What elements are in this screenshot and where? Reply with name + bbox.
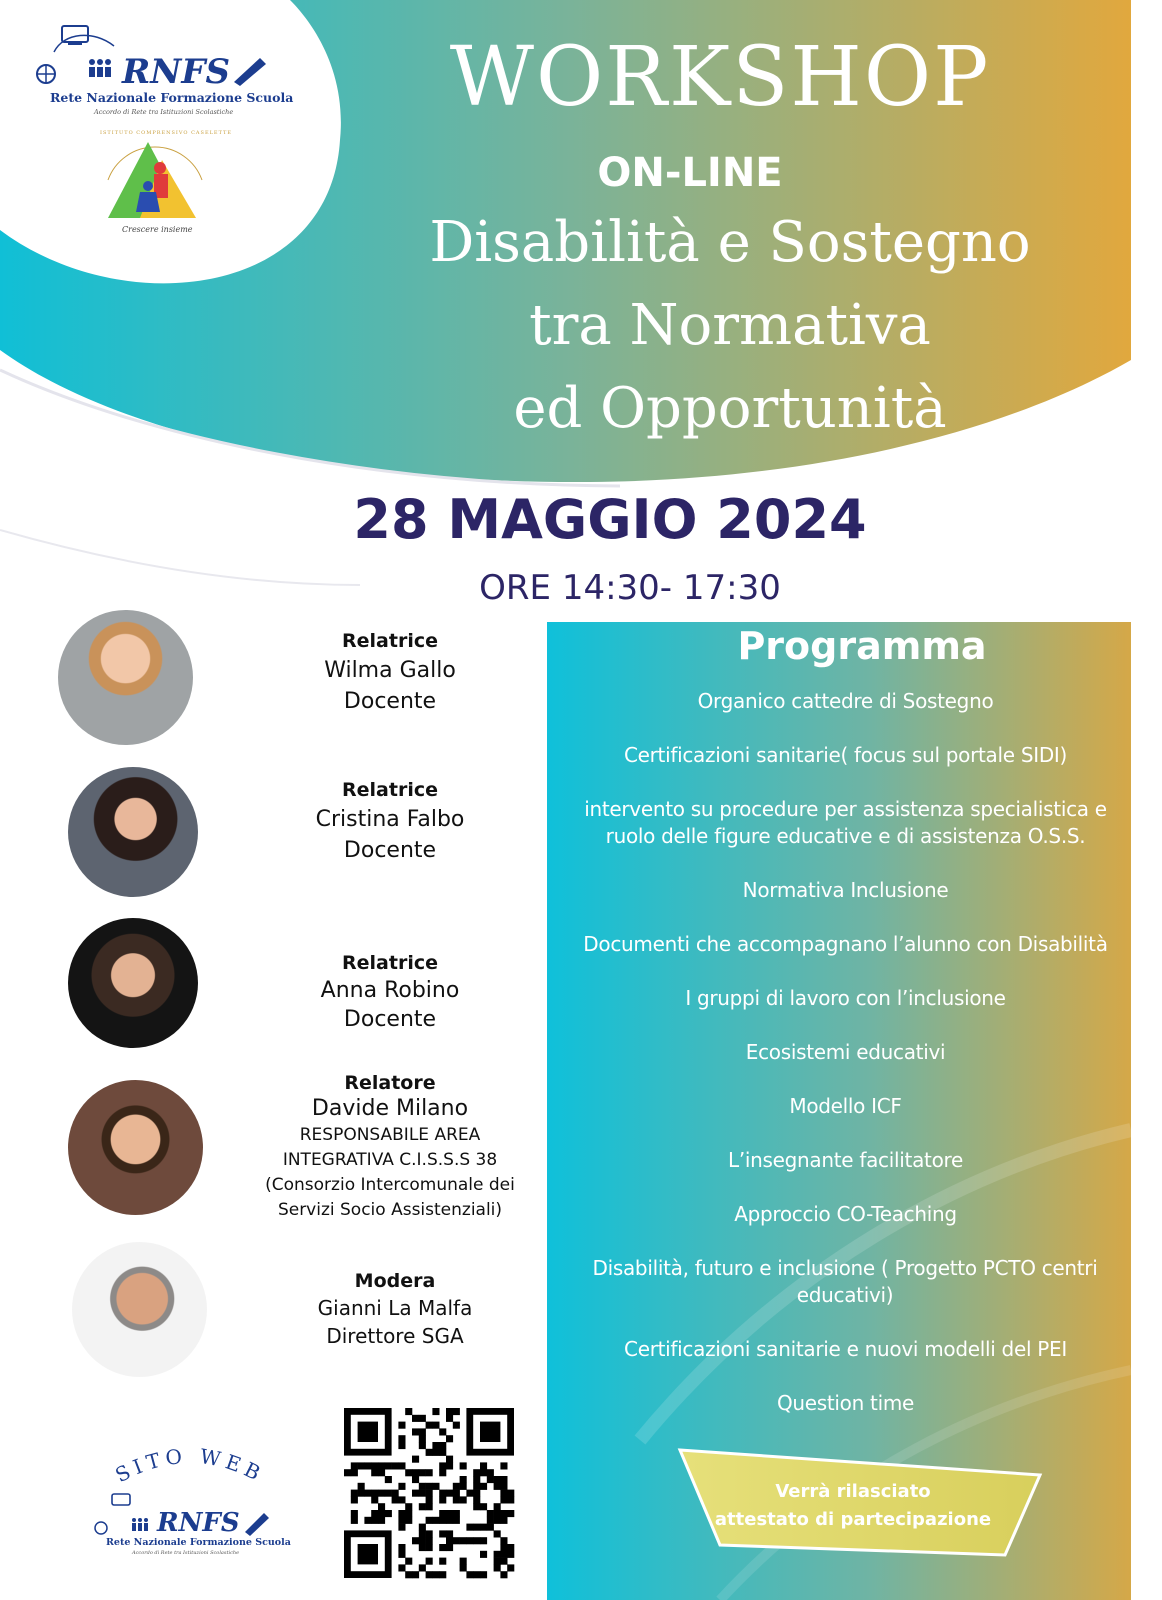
qr-module: [419, 1530, 426, 1537]
qr-module: [500, 1490, 507, 1497]
qr-module: [460, 1462, 467, 1469]
rnfs-logo-footer-tagline: Accordo di Rete tra Istituzioni Scolastiche: [132, 1550, 240, 1556]
qr-module: [378, 1462, 385, 1469]
qr-module: [500, 1476, 507, 1483]
qr-module: [460, 1537, 467, 1544]
qr-module: [419, 1428, 426, 1435]
qr-module: [439, 1571, 446, 1578]
qr-module: [446, 1510, 453, 1517]
qr-finder: [480, 1422, 500, 1442]
qr-module: [453, 1537, 460, 1544]
rnfs-logo-footer-fullname: Rete Nazionale Formazione Scuola: [106, 1537, 291, 1548]
rnfs-logo-footer-name: RNFS: [157, 1508, 240, 1538]
qr-module: [351, 1517, 358, 1524]
qr-module: [398, 1517, 405, 1524]
speaker-name: Anna Robino: [320, 978, 460, 1003]
speaker-photo: [58, 610, 193, 745]
program-item: Modello ICF: [789, 1094, 902, 1118]
rnfs-logo-footer[interactable]: [92, 1492, 292, 1562]
qr-module: [405, 1408, 412, 1415]
rnfs-logo: [34, 22, 294, 117]
qr-module: [378, 1469, 385, 1476]
speaker-block: [270, 952, 510, 1032]
qr-module: [473, 1496, 480, 1503]
qr-module: [432, 1442, 439, 1449]
qr-module: [460, 1558, 467, 1565]
program-item: Organico cattedre di Sostegno: [697, 689, 994, 713]
program-item: Normativa Inclusione: [742, 878, 949, 902]
qr-module: [432, 1483, 439, 1490]
speaker-affiliation-line: Servizi Socio Assistenziali): [277, 1200, 503, 1220]
qr-module: [473, 1537, 480, 1544]
qr-module: [392, 1496, 399, 1503]
qr-module: [446, 1408, 453, 1415]
speaker-role: Relatore: [344, 1072, 436, 1094]
qr-module: [405, 1469, 412, 1476]
workshop-subtitle: ON-LINE: [597, 150, 783, 196]
qr-module: [398, 1483, 405, 1490]
qr-module: [494, 1551, 501, 1558]
qr-module: [466, 1571, 473, 1578]
qr-module: [405, 1503, 412, 1510]
qr-module: [426, 1558, 433, 1565]
pen-icon: [242, 1510, 272, 1536]
qr-module: [371, 1517, 378, 1524]
qr-module: [398, 1564, 405, 1571]
moderator-block: [270, 1270, 520, 1348]
qr-module: [473, 1469, 480, 1476]
qr-module: [412, 1456, 419, 1463]
event-date: 28 MAGGIO 2024: [353, 488, 867, 551]
qr-module: [507, 1496, 514, 1503]
qr-module: [446, 1490, 453, 1497]
rnfs-logo-fullname: Rete Nazionale Formazione Scuola: [50, 90, 294, 105]
qr-module: [487, 1469, 494, 1476]
qr-module: [364, 1517, 371, 1524]
qr-module: [351, 1469, 358, 1476]
speaker-role: Relatrice: [342, 952, 438, 974]
qr-module: [466, 1537, 473, 1544]
rnfs-logo-name: RNFS: [122, 52, 231, 92]
speaker-role: Relatrice: [342, 630, 438, 652]
program-item: intervento su procedure per assistenza specialistica e ruolo delle figure educative e di assistenza O.S.S.: [584, 797, 1107, 848]
school-logo-motto: Crescere insieme: [122, 225, 193, 234]
qr-module: [507, 1544, 514, 1551]
qr-module: [453, 1483, 460, 1490]
qr-module: [412, 1537, 419, 1544]
program-item: Ecosistemi educativi: [745, 1040, 946, 1064]
qr-module: [392, 1490, 399, 1497]
qr-module: [439, 1530, 446, 1537]
program-item: Disabilità, futuro e inclusione ( Progetto PCTO centri educativi): [592, 1256, 1098, 1307]
qr-module: [439, 1449, 446, 1456]
speaker-photo: [72, 1242, 207, 1377]
qr-module: [385, 1490, 392, 1497]
program-item: Approccio CO-Teaching: [734, 1202, 957, 1226]
qr-module: [398, 1510, 405, 1517]
qr-module: [351, 1462, 358, 1469]
qr-module: [351, 1510, 358, 1517]
qr-module: [494, 1517, 501, 1524]
qr-module: [419, 1490, 426, 1497]
qr-module: [500, 1462, 507, 1469]
certificate-line-2: attestato di partecipazione: [714, 1509, 992, 1530]
qr-module: [358, 1490, 365, 1497]
qr-module: [500, 1551, 507, 1558]
qr-module: [453, 1408, 460, 1415]
moderator-role: Modera: [354, 1270, 436, 1292]
qr-module: [446, 1462, 453, 1469]
program-item: I gruppi di lavoro con l’inclusione: [685, 986, 1006, 1010]
qr-module: [412, 1415, 419, 1422]
qr-module: [371, 1496, 378, 1503]
qr-module: [426, 1517, 433, 1524]
certificate-line-1: Verrà rilasciato: [775, 1481, 931, 1502]
qr-module: [432, 1449, 439, 1456]
qr-module: [500, 1496, 507, 1503]
qr-module: [412, 1571, 419, 1578]
school-logo-graphic: [100, 130, 232, 240]
qr-module: [446, 1415, 453, 1422]
qr-module: [473, 1524, 480, 1531]
qr-module: [419, 1503, 426, 1510]
qr-module: [480, 1551, 487, 1558]
qr-module: [439, 1428, 446, 1435]
qr-module: [364, 1490, 371, 1497]
qr-module: [500, 1517, 507, 1524]
svg-text:SITO WEB: [111, 1444, 268, 1488]
speaker-name: Cristina Falbo: [315, 807, 465, 832]
qr-module: [412, 1428, 419, 1435]
qr-module: [494, 1476, 501, 1483]
qr-module: [480, 1524, 487, 1531]
qr-module: [378, 1517, 385, 1524]
qr-module: [398, 1496, 405, 1503]
moderator-title: Direttore SGA: [326, 1324, 464, 1348]
moderator-name: Gianni La Malfa: [317, 1296, 473, 1320]
qr-module: [500, 1510, 507, 1517]
qr-module: [398, 1442, 405, 1449]
qr-module: [439, 1517, 446, 1524]
qr-module: [412, 1490, 419, 1497]
qr-module: [439, 1496, 446, 1503]
qr-module: [385, 1462, 392, 1469]
qr-module: [453, 1510, 460, 1517]
qr-module: [439, 1544, 446, 1551]
qr-module: [426, 1530, 433, 1537]
site-label: SITO WEB: [111, 1443, 269, 1488]
qr-module: [446, 1544, 453, 1551]
program-item: Certificazioni sanitarie( focus sul portale SIDI): [623, 743, 1068, 767]
qr-module: [426, 1490, 433, 1497]
site-label-arc: [110, 1438, 270, 1488]
speaker-affiliation-line: (Consorzio Intercomunale dei: [265, 1175, 515, 1195]
pen-icon: [230, 54, 270, 86]
qr-module: [405, 1558, 412, 1565]
speaker-block: [270, 630, 510, 714]
qr-module: [398, 1422, 405, 1429]
qr-module: [494, 1558, 501, 1565]
qr-module: [494, 1510, 501, 1517]
qr-module: [487, 1510, 494, 1517]
qr-module: [398, 1435, 405, 1442]
qr-module: [398, 1544, 405, 1551]
qr-module: [419, 1469, 426, 1476]
qr-module: [426, 1544, 433, 1551]
school-logo-arc-text: ISTITUTO COMPRENSIVO CASELETTE: [100, 130, 232, 136]
qr-module: [419, 1483, 426, 1490]
qr-module: [371, 1510, 378, 1517]
school-logo: [100, 130, 232, 240]
qr-module: [426, 1496, 433, 1503]
rnfs-logo-tagline: Accordo di Rete tra Istituzioni Scolastiche: [94, 108, 234, 116]
program-item: Documenti che accompagnano l’alunno con Disabilità: [583, 932, 1108, 956]
qr-module: [453, 1496, 460, 1503]
qr-code[interactable]: [344, 1408, 514, 1578]
qr-module: [487, 1517, 494, 1524]
topic-line-3: ed Opportunità: [513, 376, 947, 441]
qr-module: [473, 1476, 480, 1483]
qr-module: [419, 1442, 426, 1449]
qr-module: [426, 1503, 433, 1510]
qr-finder: [358, 1422, 378, 1442]
qr-module: [398, 1524, 405, 1531]
qr-module: [426, 1422, 433, 1429]
speaker-photo: [68, 1080, 203, 1215]
speaker-affiliation-line: INTEGRATIVA C.I.S.S.S 38: [282, 1150, 498, 1170]
qr-module: [507, 1551, 514, 1558]
program-title: Programma: [737, 624, 987, 668]
speaker-block: [240, 1072, 540, 1223]
qr-module: [473, 1571, 480, 1578]
speaker-role: Relatrice: [342, 779, 438, 801]
qr-module: [378, 1503, 385, 1510]
qr-module: [500, 1571, 507, 1578]
qr-module: [500, 1544, 507, 1551]
qr-module: [426, 1469, 433, 1476]
speaker-title: Docente: [343, 838, 437, 863]
qr-module: [473, 1503, 480, 1510]
qr-module: [412, 1476, 419, 1483]
qr-module: [385, 1510, 392, 1517]
qr-module: [426, 1537, 433, 1544]
event-time: ORE 14:30- 17:30: [479, 568, 781, 608]
qr-module: [412, 1469, 419, 1476]
qr-module: [460, 1496, 467, 1503]
program-item: Certificazioni sanitarie e nuovi modelli del PEI: [624, 1337, 1067, 1361]
qr-finder: [358, 1544, 378, 1564]
qr-module: [419, 1564, 426, 1571]
qr-module: [453, 1517, 460, 1524]
speaker-title: Docente: [343, 689, 437, 714]
qr-module: [460, 1476, 467, 1483]
qr-module: [351, 1490, 358, 1497]
qr-module: [507, 1490, 514, 1497]
topic-line-2: tra Normativa: [529, 293, 931, 358]
qr-module: [398, 1462, 405, 1469]
qr-module: [426, 1449, 433, 1456]
qr-module: [487, 1524, 494, 1531]
qr-module: [419, 1537, 426, 1544]
qr-module: [405, 1510, 412, 1517]
qr-module: [446, 1435, 453, 1442]
speaker-affiliation-line: RESPONSABILE AREA: [299, 1125, 481, 1145]
qr-module: [453, 1422, 460, 1429]
qr-module: [480, 1483, 487, 1490]
speaker-name: Davide Milano: [311, 1096, 469, 1121]
speaker-photo: [68, 767, 198, 897]
qr-module: [500, 1483, 507, 1490]
topic-line-1: Disabilità e Sostegno: [429, 210, 1031, 275]
qr-module: [480, 1462, 487, 1469]
speaker-name: Wilma Gallo: [324, 658, 456, 683]
qr-module: [439, 1469, 446, 1476]
qr-module: [426, 1571, 433, 1578]
qr-module: [344, 1469, 351, 1476]
program-item: Question time: [776, 1391, 915, 1415]
qr-module: [453, 1490, 460, 1497]
computer-network-icon: [92, 1492, 162, 1542]
qr-module: [494, 1483, 501, 1490]
qr-module: [466, 1490, 473, 1497]
qr-module: [419, 1544, 426, 1551]
qr-module: [494, 1530, 501, 1537]
qr-module: [480, 1469, 487, 1476]
qr-module: [405, 1571, 412, 1578]
qr-module: [439, 1490, 446, 1497]
workshop-title: WORKSHOP: [449, 30, 991, 125]
qr-module: [439, 1510, 446, 1517]
qr-module: [439, 1558, 446, 1565]
qr-module: [358, 1462, 365, 1469]
qr-module: [419, 1524, 426, 1531]
qr-module: [446, 1537, 453, 1544]
qr-module: [473, 1483, 480, 1490]
qr-module: [432, 1571, 439, 1578]
qr-module: [405, 1517, 412, 1524]
qr-module: [419, 1415, 426, 1422]
qr-module: [439, 1462, 446, 1469]
qr-module: [364, 1462, 371, 1469]
qr-module: [439, 1442, 446, 1449]
qr-module: [507, 1510, 514, 1517]
qr-module: [371, 1490, 378, 1497]
qr-module: [500, 1537, 507, 1544]
qr-module: [392, 1462, 399, 1469]
speaker-photo: [68, 918, 198, 1048]
qr-module: [371, 1469, 378, 1476]
qr-module: [507, 1564, 514, 1571]
qr-module: [487, 1476, 494, 1483]
qr-module: [480, 1571, 487, 1578]
qr-module: [446, 1517, 453, 1524]
qr-module: [378, 1510, 385, 1517]
qr-module: [494, 1503, 501, 1510]
qr-module: [460, 1564, 467, 1571]
speaker-title: Docente: [343, 1007, 437, 1032]
qr-module: [500, 1558, 507, 1565]
qr-module: [419, 1435, 426, 1442]
speaker-block: [270, 779, 510, 863]
qr-module: [494, 1564, 501, 1571]
qr-module: [473, 1490, 480, 1497]
qr-module: [432, 1422, 439, 1429]
qr-module: [358, 1483, 365, 1490]
qr-module: [351, 1496, 358, 1503]
qr-module: [446, 1456, 453, 1463]
qr-module: [446, 1530, 453, 1537]
qr-module: [480, 1503, 487, 1510]
qr-module: [432, 1408, 439, 1415]
program-item: L’insegnante facilitatore: [728, 1148, 963, 1172]
qr-module: [378, 1490, 385, 1497]
qr-module: [398, 1551, 405, 1558]
qr-module: [466, 1524, 473, 1531]
qr-module: [385, 1476, 392, 1483]
qr-module: [480, 1537, 487, 1544]
qr-module: [460, 1483, 467, 1490]
qr-module: [432, 1517, 439, 1524]
certificate-text: [708, 1478, 998, 1534]
qr-module: [426, 1483, 433, 1490]
qr-module: [371, 1462, 378, 1469]
